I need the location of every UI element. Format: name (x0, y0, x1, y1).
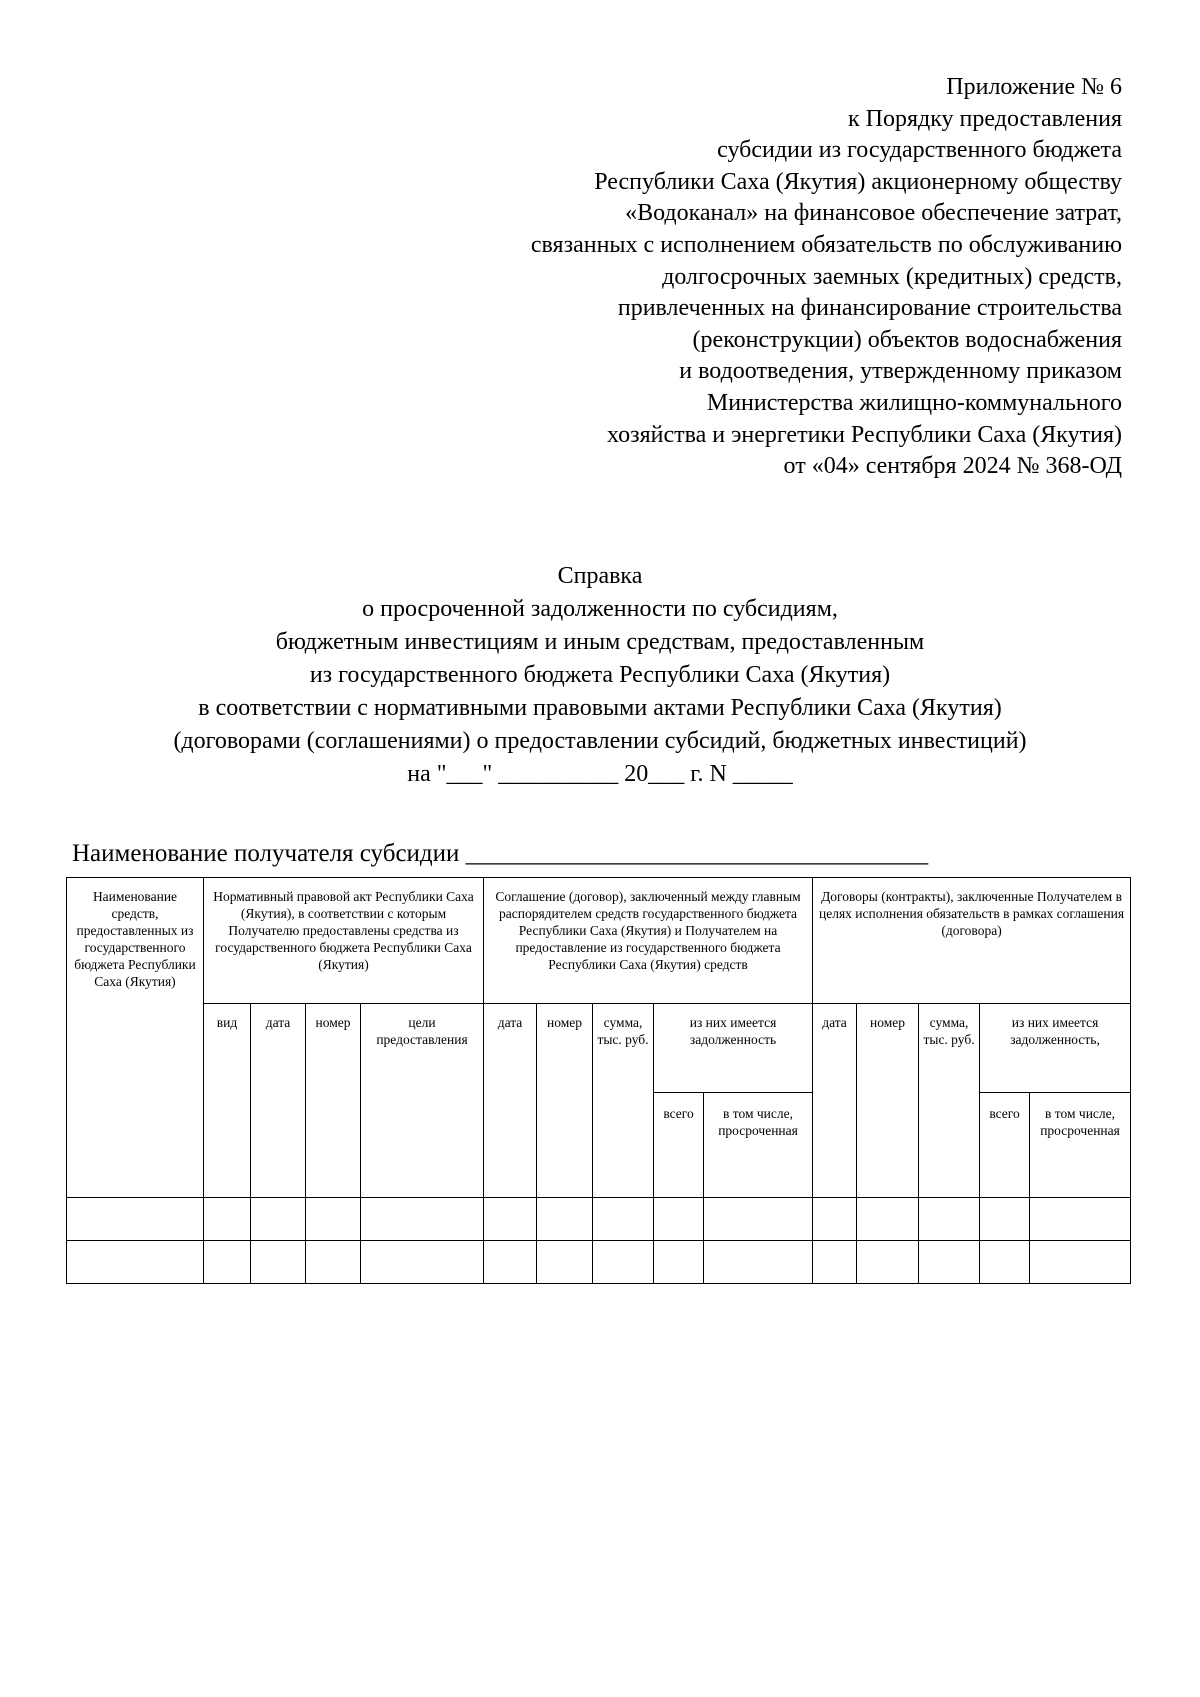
header-contracts: Договоры (контракты), заключенные Получателем в целях исполнения обязательств в рамках соглашения (договора) (813, 878, 1131, 1004)
header-act-purpose: цели предоставления (361, 1004, 484, 1198)
table-cell (537, 1241, 593, 1284)
appendix-line: Республики Саха (Якутия) акционерному обществу (594, 168, 1122, 195)
table-cell (67, 1241, 204, 1284)
table-cell (654, 1198, 704, 1241)
title-line: в соответствии с нормативными правовыми актами Республики Саха (Якутия) (198, 695, 1002, 721)
appendix-line: Приложение № 6 (946, 74, 1122, 100)
header-agreement-debt: из них имеется задолженность (654, 1004, 813, 1093)
table-cell (593, 1241, 654, 1284)
appendix-line: субсидии из государственного бюджета (717, 137, 1122, 164)
table-cell (980, 1241, 1030, 1284)
title-line: бюджетным инвестициям и иным средствам, предоставленным (275, 629, 925, 655)
table-cell (919, 1241, 980, 1284)
header-contract-sum: сумма, тыс. руб. (919, 1004, 980, 1198)
header-agreement-debt-total: всего (654, 1093, 704, 1198)
header-agreement-debt-overdue: в том числе, просроченная (704, 1093, 813, 1198)
table-cell (980, 1198, 1030, 1241)
table-cell (204, 1241, 251, 1284)
table-cell (484, 1198, 537, 1241)
table-cell (1030, 1198, 1131, 1241)
header-act-date: дата (251, 1004, 306, 1198)
table-cell (813, 1241, 857, 1284)
appendix-line: «Водоканал» на финансовое обеспечение затрат, (625, 200, 1122, 227)
header-contract-debt-overdue: в том числе, просроченная (1030, 1093, 1131, 1198)
header-act-type: вид (204, 1004, 251, 1198)
appendix-line: и водоотведения, утвержденному приказом (679, 358, 1122, 385)
title-line: о просроченной задолженности по субсидиям, (362, 596, 838, 622)
title-line: (договорами (соглашениями) о предоставлении субсидий, бюджетных инвестиций) (173, 728, 1027, 754)
table-cell (1030, 1241, 1131, 1284)
appendix-header (362, 72, 1122, 483)
header-agreement-sum: сумма, тыс. руб. (593, 1004, 654, 1198)
title-date-line: на "___" __________ 20___ г. N _____ (407, 761, 793, 787)
appendix-line: от «04» сентября 2024 № 368-ОД (783, 453, 1122, 480)
document-title (0, 560, 1200, 791)
table-cell (306, 1241, 361, 1284)
table-cell (704, 1198, 813, 1241)
table-row (67, 1241, 1131, 1284)
header-agreement: Соглашение (договор), заключенный между главным распорядителем средств государственного бюджета Республики Саха (Якутия) и Получателем на предоставление из государственного бюджета Республики Саха (Якутия) средств (484, 878, 813, 1004)
table-cell (537, 1198, 593, 1241)
header-contract-number: номер (857, 1004, 919, 1198)
appendix-line: Министерства жилищно-коммунального (706, 389, 1122, 416)
table-row (67, 1198, 1131, 1241)
header-legal-act: Нормативный правовой акт Республики Саха (Якутия), в соответствии с которым Получателю предоставлены средства из государственного бюджета Республики Саха (Якутия) (204, 878, 484, 1004)
title-line: Справка (557, 563, 643, 589)
appendix-line: к Порядку предоставления (847, 105, 1122, 132)
table-cell (857, 1198, 919, 1241)
table-cell (306, 1198, 361, 1241)
table-cell (654, 1241, 704, 1284)
table-cell (361, 1241, 484, 1284)
header-contract-date: дата (813, 1004, 857, 1198)
header-funds-name: Наименование средств, предоставленных из государственного бюджета Республики Саха (Якутия) (67, 878, 204, 1198)
table-cell (204, 1198, 251, 1241)
header-agreement-date: дата (484, 1004, 537, 1198)
header-contract-debt: из них имеется задолженность, (980, 1004, 1131, 1093)
table-cell (813, 1198, 857, 1241)
table-cell (857, 1241, 919, 1284)
table-cell (704, 1241, 813, 1284)
appendix-line: привлеченных на финансирование строительства (617, 295, 1122, 322)
appendix-line: (реконструкции) объектов водоснабжения (692, 326, 1122, 353)
appendix-line: связанных с исполнением обязательств по обслуживанию (530, 231, 1122, 258)
table-cell (251, 1241, 306, 1284)
header-agreement-number: номер (537, 1004, 593, 1198)
table-cell (361, 1198, 484, 1241)
title-line: из государственного бюджета Республики Саха (Якутия) (309, 662, 891, 688)
table-cell (593, 1198, 654, 1241)
appendix-line: хозяйства и энергетики Республики Саха (Якутия) (607, 421, 1122, 448)
table-cell (919, 1198, 980, 1241)
appendix-line: долгосрочных заемных (кредитных) средств, (662, 263, 1122, 290)
debt-report-table (66, 877, 1131, 1284)
table-cell (251, 1198, 306, 1241)
header-act-number: номер (306, 1004, 361, 1198)
recipient-name-label: Наименование получателя субсидии _____________________________________ (72, 840, 929, 867)
table-cell (484, 1241, 537, 1284)
header-contract-debt-total: всего (980, 1093, 1030, 1198)
table-cell (67, 1198, 204, 1241)
